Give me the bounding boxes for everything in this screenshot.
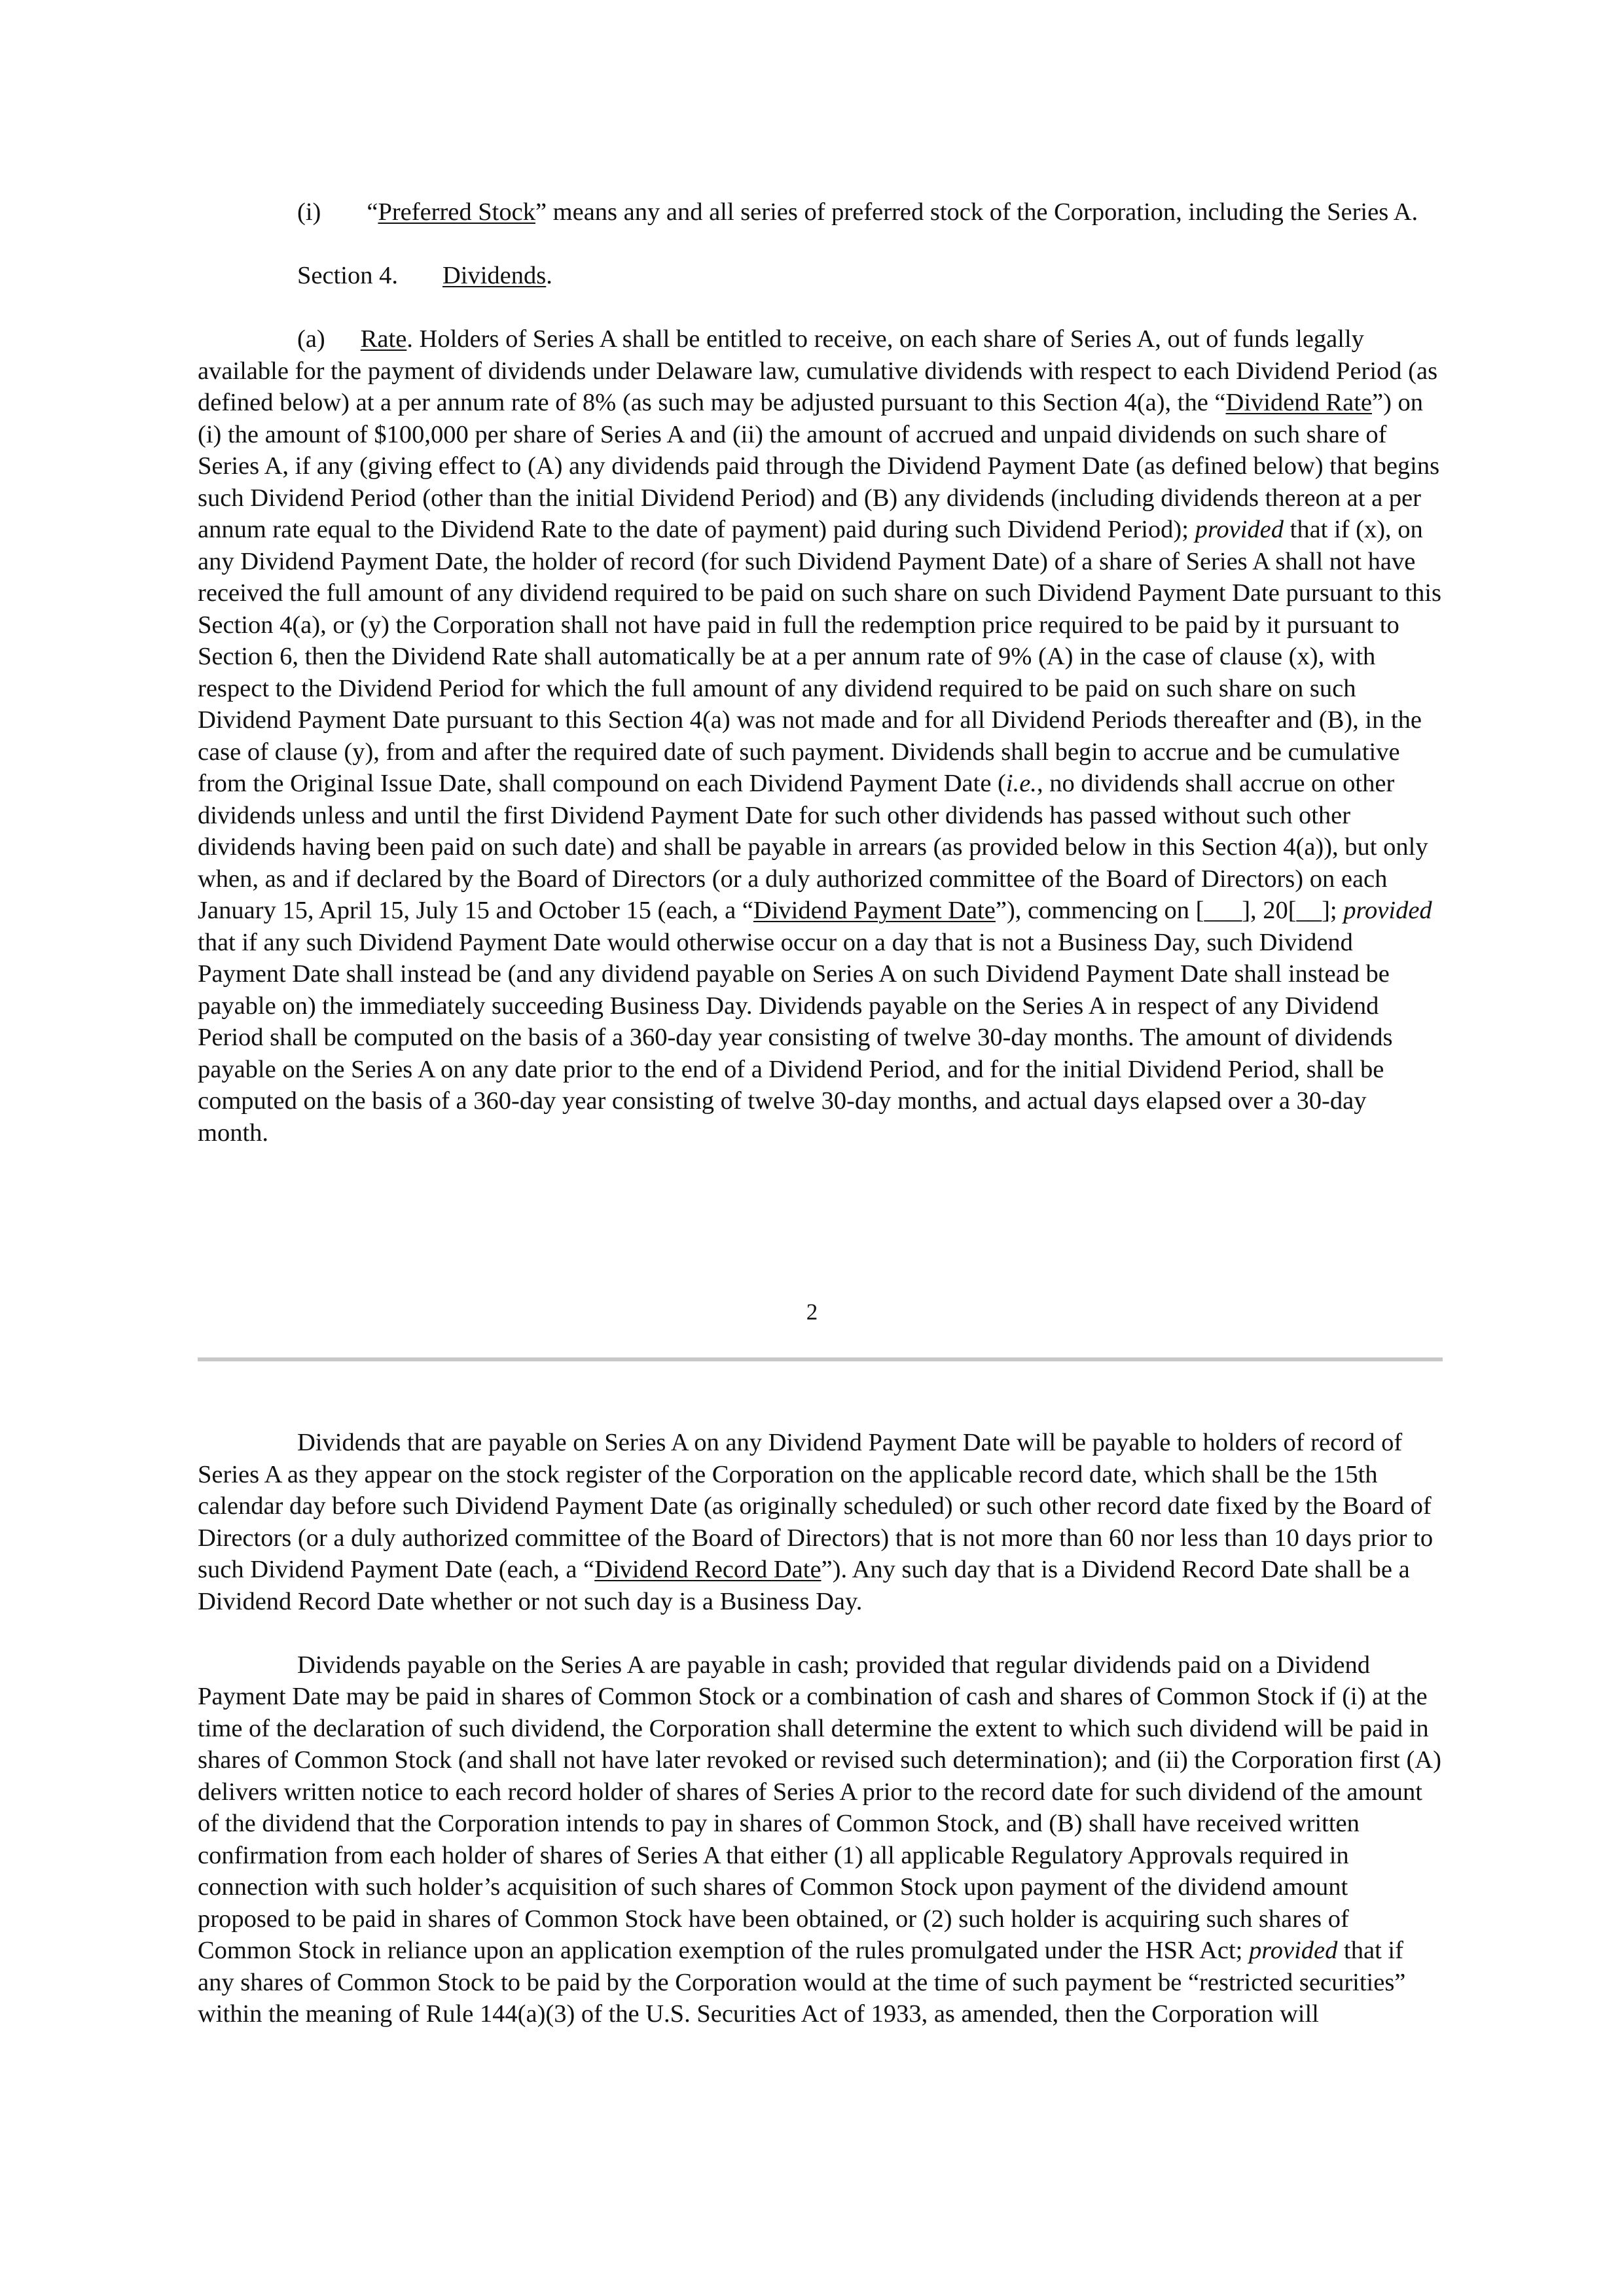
defined-term-dividend-payment-date: Dividend Payment Date [753,897,996,924]
defined-term-dividend-record-date: Dividend Record Date [594,1556,821,1583]
body-text: Dividends payable on the Series A are payable in cash; provided that regular dividends paid on a Dividend Payment Date may be paid in shares of Common Stock or a combination of cash and shares of Common Stock if (i) at the time of the declaration of such dividend, the Corporation shall determine the extent to which such dividend will be paid in shares of Common Stock (and shall not have later revoked or revised such determination); and (ii) the Corporation first (A) delivers written notice to each record holder of shares of Series A prior to the record date for such dividend of the amount of the dividend that the Corporation intends to pay in shares of Common Stock, and (B) shall have received written confirmation from each holder of shares of Series A that either (1) all applicable Regulatory Approvals required in connection with such holder’s acquisition of such shares of Common Stock upon payment of the dividend amount proposed to be paid in shares of Common Stock have been obtained, or (2) such holder is acquiring such shares of Common Stock in reliance upon an application exemption of the rules promulgated under the HSR Act; [198,1651,1441,1964]
page-3-body [198,1427,1441,2030]
body-text: ”), commencing on [___], 20[__]; [995,897,1344,924]
italic-provided: provided [1343,897,1432,924]
section-number: Section 4. [297,262,398,289]
open-quote: “ [367,198,378,226]
definition-text: ” means any and all series of preferred stock of the Corporation, including the Series A. [535,198,1418,226]
body-text: , no dividends shall accrue on other dividends unless and until the first Dividend Payment Date for such other dividends has passed without such other dividends having been paid on such date) and shall be payable in arrears (as provided below in this Section 4(a)), but only when, as and if declared by the Board of Directors (or a duly authorized committee of the Board of Directors) on each January 15, April 15, July 15 and October 15 (each, a “ [198,770,1428,924]
page-separator [198,1357,1443,1361]
paragraph-dividends-payable-in-cash [198,1649,1441,2030]
body-text: ”). Any such day that is a Dividend Record Date shall be a Dividend Record Date whether or not such day is a Business Day. [198,1556,1410,1615]
defined-term-dividend-rate: Dividend Rate [1225,389,1372,416]
defined-term-preferred-stock: Preferred Stock [378,198,535,226]
paragraph-dividend-record-date [198,1427,1441,1617]
italic-provided: provided [1248,1937,1338,1964]
section-title: Dividends [442,262,547,289]
paragraph-dividend-rate [198,323,1441,1149]
italic-provided: provided [1195,516,1284,543]
paragraph-preferred-stock-definition [198,196,1441,228]
document-page-3 [0,1371,1624,2296]
page-number: 2 [806,1299,818,1325]
page-2-body [198,196,1441,1149]
clause-marker: (a) [297,325,325,353]
body-text: that if any shares of Common Stock to be paid by the Corporation would at the time of such payment be “restricted securities” within the meaning of Rule 144(a)(3) of the U.S. Securities Act of 1933, as amended, then the Corporation will [198,1937,1406,2028]
body-text: . Holders of Series A shall be entitled to receive, on each share of Series A, out of funds legally available for the payment of dividends under Delaware law, cumulative dividends with respect to each Dividend Period (as defined below) at a per annum rate of 8% (as such may be adjusted pursuant to this Section 4(a), the “ [198,325,1438,416]
body-text: that if (x), on any Dividend Payment Date, the holder of record (for such Dividend Payment Date) of a share of Series A shall not have received the full amount of any dividend required to be paid on such share on such Dividend Payment Date pursuant to this Section 4(a), or (y) the Corporation shall not have paid in full the redemption price required to be paid by it pursuant to Section 6, then the Dividend Rate shall automatically be at a per annum rate of 9% (A) in the case of clause (x), with respect to the Dividend Period for which the full amount of any dividend required to be paid on such share on such Dividend Payment Date pursuant to this Section 4(a) was not made and for all Dividend Periods thereafter and (B), in the case of clause (y), from and after the required date of such payment. Dividends shall begin to accrue and be cumulative from the Original Issue Date, shall compound on each Dividend Payment Date ( [198,516,1441,797]
section-title-period: . [546,262,552,289]
italic-ie: i.e. [1005,770,1037,797]
section-heading [198,260,1441,292]
body-text: that if any such Dividend Payment Date would otherwise occur on a day that is not a Business Day, such Dividend Payment Date shall instead be (and any dividend payable on Series A on such Dividend Payment Date shall instead be payable on) the immediately succeeding Business Day. Dividends payable on the Series A in respect of any Dividend Period shall be computed on the basis of a 360-day year consisting of twelve 30-day months. The amount of dividends payable on the Series A on any date prior to the end of a Dividend Period, and for the initial Dividend Period, shall be computed on the basis of a 360-day year consisting of twelve 30-day months, and actual days elapsed over a 30-day month. [198,928,1393,1147]
clause-heading-rate: Rate [360,325,407,353]
body-text: ”) on (i) the amount of $100,000 per share of Series A and (ii) the amount of accrued and unpaid dividends on such share of Series A, if any (giving effect to (A) any dividends paid through the Dividend Payment Date (as defined below) that begins such Dividend Period (other than the initial Dividend Period) and (B) any dividends (including dividends thereon at a per annum rate equal to the Dividend Rate to the date of payment) paid during such Dividend Period); [198,389,1440,543]
body-text: Dividends that are payable on Series A on any Dividend Payment Date will be payable to holders of record of Series A as they appear on the stock register of the Corporation on the applicable record date, which shall be the 15th calendar day before such Dividend Payment Date (as originally scheduled) or such other record date fixed by the Board of Directors (or a duly authorized committee of the Board of Directors) that is not more than 60 nor less than 10 days prior to such Dividend Payment Date (each, a “ [198,1429,1434,1583]
clause-marker: (i) [297,198,321,226]
